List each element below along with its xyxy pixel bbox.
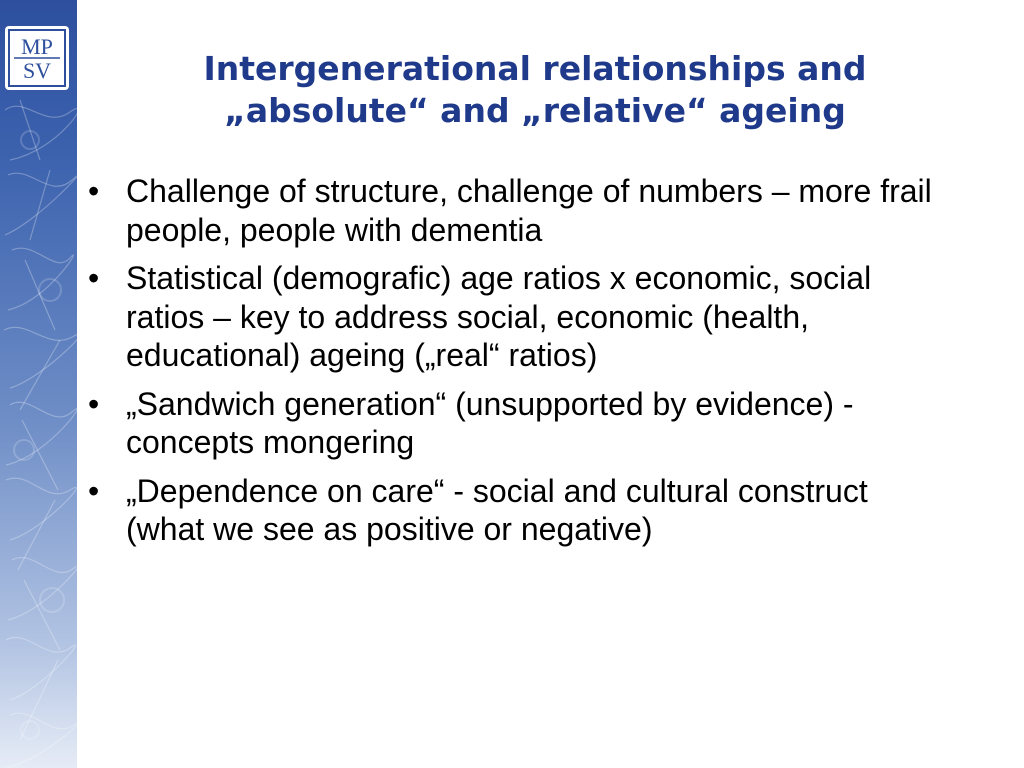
- decorative-side-strip: [0, 0, 77, 768]
- logo-line-2: SV: [22, 58, 52, 83]
- bullet-text: Challenge of structure, challenge of numbers – more frail people, people with dementia: [126, 173, 932, 248]
- logo-line-1: MP: [21, 34, 53, 59]
- mpsv-logo-letters: [10, 31, 64, 85]
- bullet-item: [88, 259, 948, 375]
- bullet-list: [88, 172, 948, 559]
- bullet-text: „Sandwich generation“ (unsupported by evidence) - concepts mongering: [126, 385, 854, 460]
- logo-frame: [8, 29, 66, 87]
- slide-title-line-1: Intergenerational relationships and: [203, 49, 867, 88]
- bullet-text: Statistical (demografic) age ratios x economic, social ratios – key to address social, economic (health, educational) ageing („real“ ratios): [126, 260, 872, 373]
- bullet-item: [88, 472, 948, 549]
- script-pattern-decoration: [0, 0, 77, 768]
- bullet-marker: •: [88, 472, 100, 509]
- mpsv-logo: [5, 26, 69, 90]
- bullet-text: „Dependence on care“ - social and cultural construct (what we see as positive or negative): [126, 472, 868, 547]
- slide-title-line-2: „absolute“ and „relative“ ageing: [224, 91, 846, 130]
- bullet-marker: •: [88, 173, 100, 209]
- bullet-marker: •: [88, 260, 100, 296]
- slide-title: [100, 48, 970, 132]
- bullet-item: [88, 385, 948, 462]
- bullet-item: [88, 172, 948, 249]
- bullet-marker: •: [88, 385, 100, 422]
